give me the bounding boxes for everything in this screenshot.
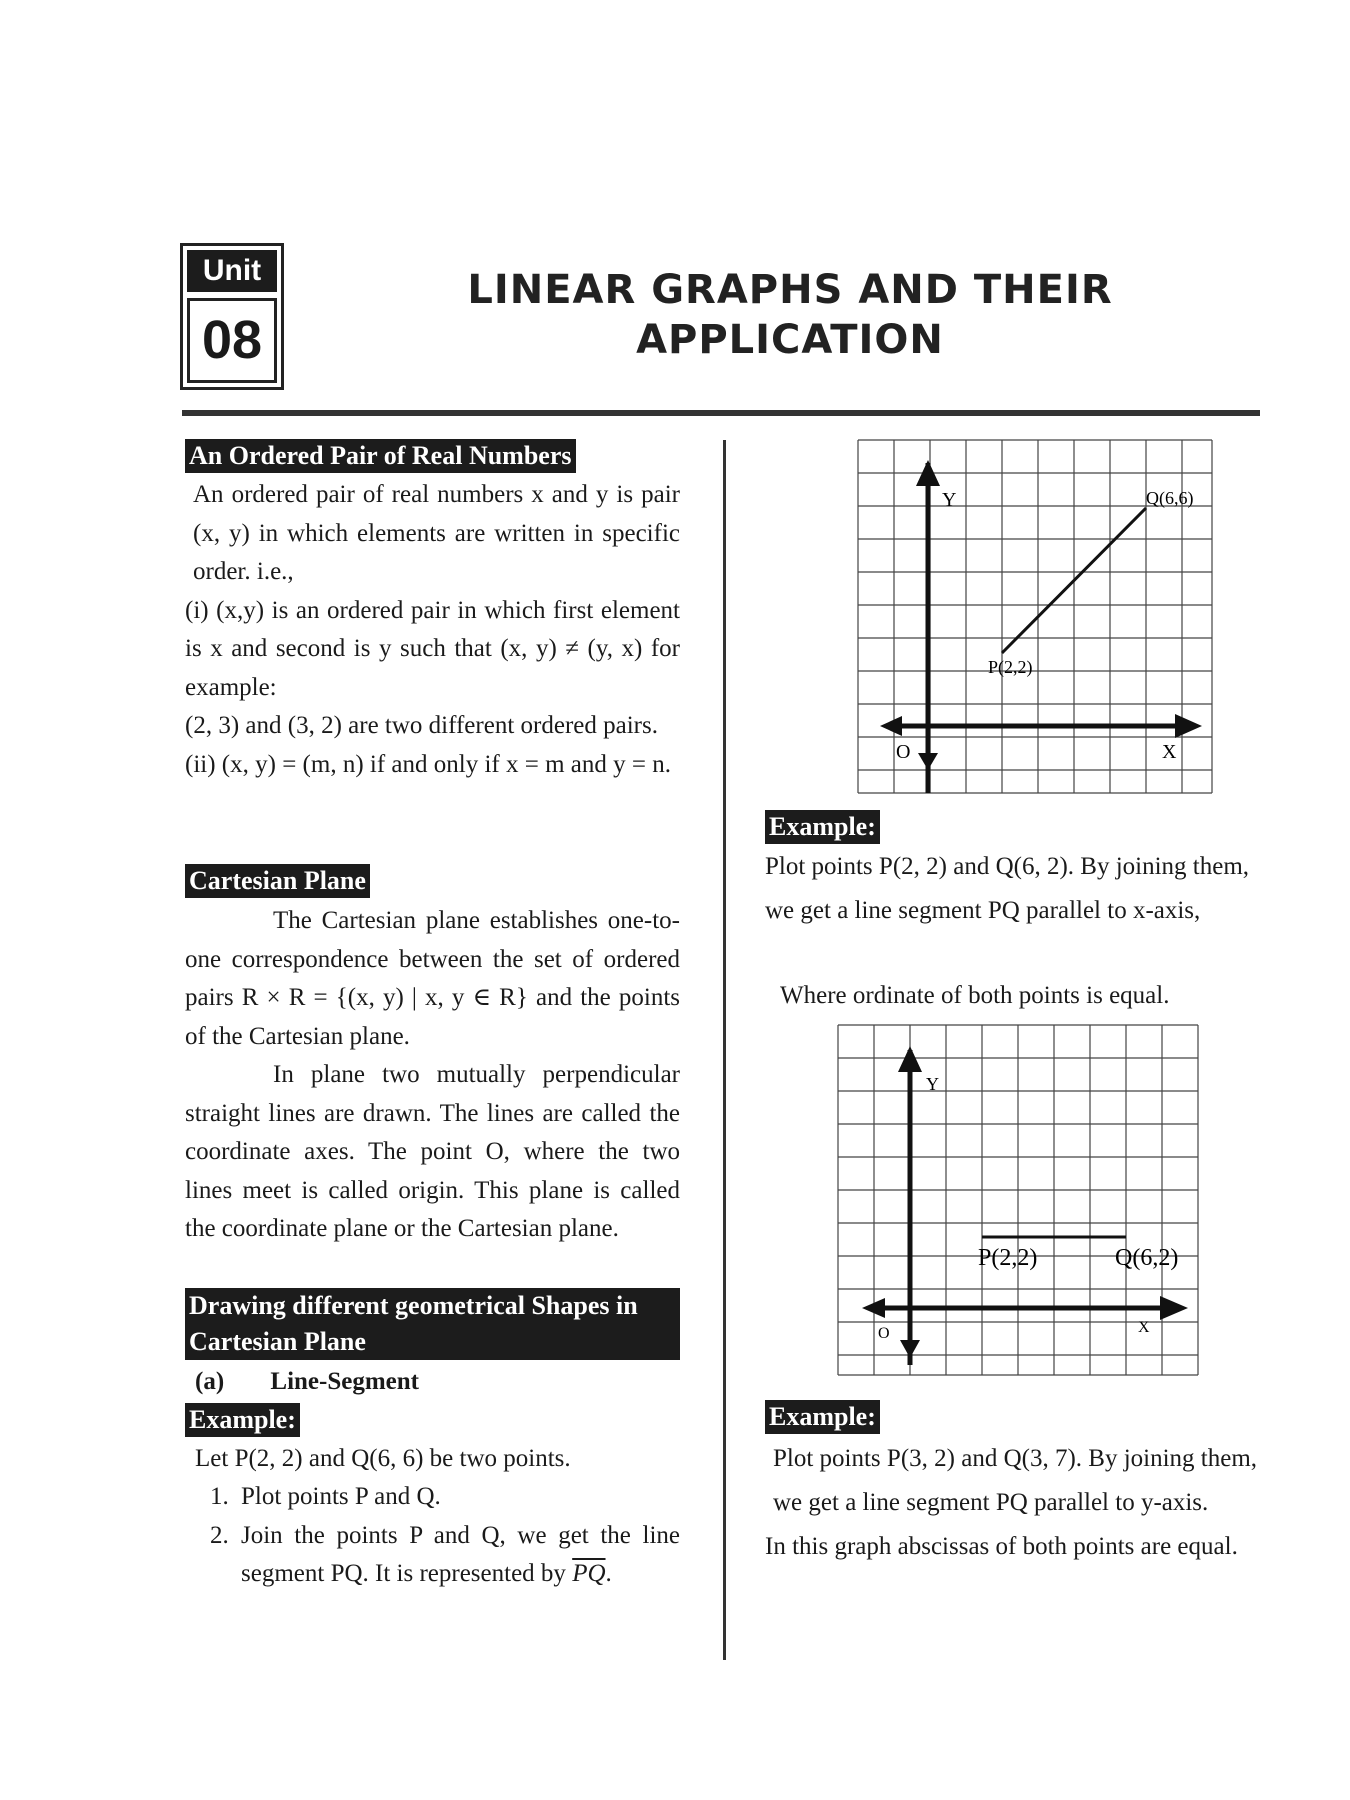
subheading-line-segment <box>195 1363 675 1402</box>
heading-example-left: Example: <box>185 1403 300 1437</box>
x-axis-label: X <box>1162 741 1177 763</box>
point-p-label: P(2,2) <box>988 657 1033 677</box>
point-q-label: Q(6,6) <box>1146 488 1194 508</box>
example2-text <box>765 1437 1260 1569</box>
sub-a-marker: (a) <box>195 1368 225 1395</box>
point-q-label: Q(6,2) <box>1115 1245 1179 1271</box>
page-title <box>380 265 1200 365</box>
origin-label: O <box>896 741 911 763</box>
cartesian-text <box>185 902 680 1249</box>
example1-note: Where ordinate of both points is equal. <box>780 982 1170 1009</box>
title-line2: APPLICATION <box>636 317 944 363</box>
graph-line-segment-diagonal <box>850 438 1220 798</box>
y-axis-label: Y <box>942 489 957 511</box>
heading-example-right-1: Example: <box>765 810 880 844</box>
steps-list <box>185 1478 680 1594</box>
y-axis-label: Y <box>926 1074 939 1094</box>
example2-desc: Plot points P(3, 2) and Q(3, 7). By joining them, we get a line segment PQ parallel to y-axis. <box>773 1445 1258 1516</box>
list-item: 1. Plot points P and Q. <box>235 1478 680 1517</box>
column-divider <box>723 440 726 1660</box>
heading-example-right-2: Example: <box>765 1400 880 1434</box>
unit-label: Unit <box>187 250 277 292</box>
heading-cartesian-plane: Cartesian Plane <box>185 864 370 898</box>
ordered-pair-text <box>185 476 680 784</box>
cartesian-para-2: In plane two mutually perpendicular straight lines are drawn. The lines are called the coordinate axes. The point O, where the two lines meet is called origin. This plane is called the coordinate plane or the Cartesian plane. <box>185 1061 680 1242</box>
list-item: 2. Join the points P and Q, we get the line segment PQ. It is represented by $\overline{PQ}$. <box>235 1517 680 1594</box>
heading-drawing-shapes: Drawing different geometrical Shapes in Cartesian Plane <box>185 1288 680 1360</box>
origin-label: O <box>878 1325 890 1342</box>
sub-a-title: Line-Segment <box>270 1368 420 1395</box>
y-axis <box>898 1046 922 1365</box>
graph-line-segment-horizontal <box>830 1020 1210 1380</box>
unit-number: 08 <box>187 298 277 383</box>
ordered-pair-example: (2, 3) and (3, 2) are two different ordered pairs. <box>185 712 658 739</box>
unit-badge <box>180 243 284 390</box>
y-axis <box>916 460 940 793</box>
point-p-label: P(2,2) <box>978 1245 1038 1271</box>
header-divider <box>182 410 1260 416</box>
example-intro: Let P(2, 2) and Q(6, 6) be two points. <box>195 1445 571 1472</box>
example1-text: Plot points P(2, 2) and Q(6, 2). By joining them, we get a line segment PQ parallel to x-axis, <box>765 853 1250 924</box>
heading-ordered-pair: An Ordered Pair of Real Numbers <box>185 439 576 473</box>
title-line1: LINEAR GRAPHS AND THEIR <box>467 267 1113 313</box>
ordered-pair-rule-1: (i) (x,y) is an ordered pair in which first element is x and second is y such that (x, y) ≠ (y, x) for example: <box>185 596 680 701</box>
ordered-pair-def: An ordered pair of real numbers x and y is pair (x, y) in which elements are written in specific order. i.e., <box>193 481 680 585</box>
pq-overline-symbol: $\overline{PQ}$ <box>572 1560 606 1587</box>
ordered-pair-rule-2: (ii) (x, y) = (m, n) if and only if x = m and y = n. <box>185 750 671 778</box>
example2-note: In this graph abscissas of both points are equal. <box>765 1533 1238 1560</box>
x-axis-label: X <box>1138 1319 1150 1336</box>
cartesian-para-1: The Cartesian plane establishes one-to-one correspondence between the set of ordered pairs R × R = {(x, y) | x, y ∈ R} and the points of the Cartesian plane. <box>185 907 680 1050</box>
